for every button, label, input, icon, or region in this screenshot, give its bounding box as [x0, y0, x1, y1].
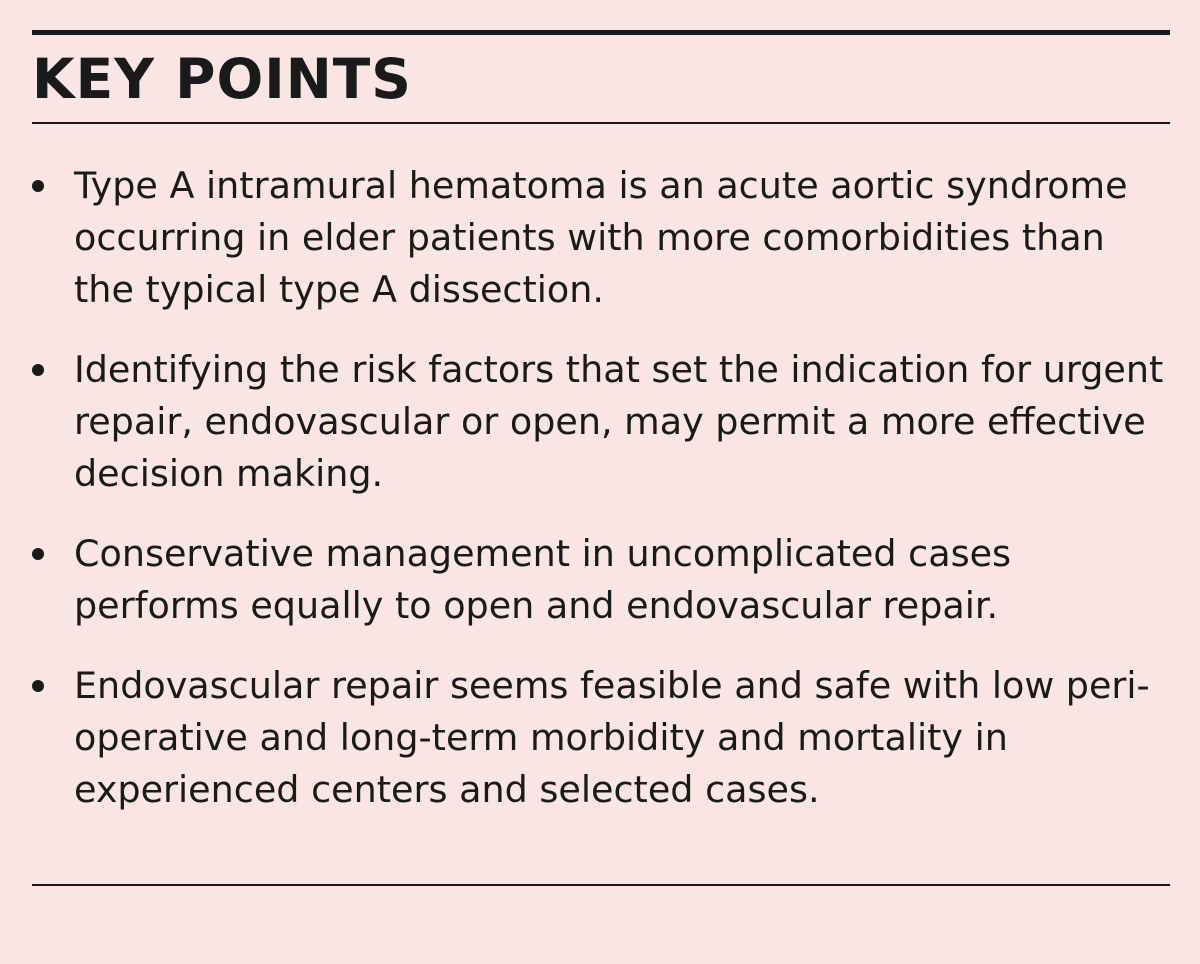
key-points-title: KEY POINTS: [32, 47, 412, 111]
key-point-text: Type A intramural hematoma is an acute aortic syndrome occurring in elder patients with more comorbidities than the typical type A dissection.: [74, 164, 1128, 311]
key-point-text: Identifying the risk factors that set the indication for urgent repair, endovascular or open, may permit a more effective decision making.: [74, 348, 1164, 495]
bullet-icon: [32, 364, 44, 376]
key-point-item: [30, 528, 1170, 632]
key-point-text: Endovascular repair seems feasible and safe with low peri-operative and long-term morbidity and mortality in experienced centers and selected cases.: [74, 664, 1150, 811]
top-rule: [32, 30, 1170, 35]
key-points-list: [30, 160, 1170, 816]
key-point-item: [30, 660, 1170, 816]
bottom-rule: [32, 884, 1170, 886]
key-point-item: [30, 160, 1170, 316]
bullet-icon: [32, 680, 44, 692]
title-rule: [32, 122, 1170, 124]
key-point-item: [30, 344, 1170, 500]
bullet-icon: [32, 180, 44, 192]
key-point-text: Conservative management in uncomplicated cases performs equally to open and endovascular repair.: [74, 532, 1012, 627]
bullet-icon: [32, 548, 44, 560]
